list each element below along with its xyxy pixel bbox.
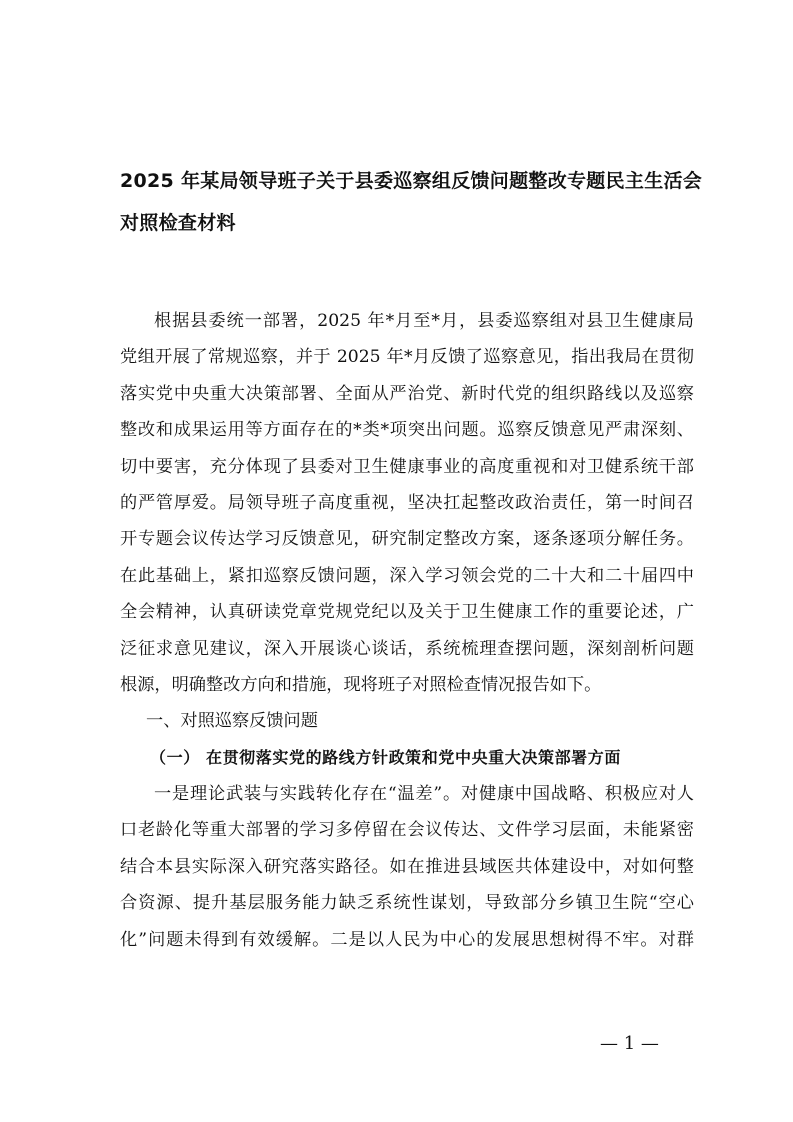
intro-line: 开专题会议传达学习反馈意见，研究制定整改方案，逐条逐项分解任务。 — [120, 529, 694, 550]
paragraph-line: 口老龄化等重大部署的学习多停留在会议传达、文件学习层面，未能紧密 — [120, 820, 694, 841]
document-title — [120, 160, 703, 244]
section-heading-1: 一、对照巡察反馈问题 — [146, 711, 318, 732]
intro-line: 在此基础上，紧扣巡察反馈问题，深入学习领会党的二十大和二十届四中 — [120, 565, 694, 586]
subsection-heading-1: （一） 在贯彻落实党的路线方针政策和党中央重大决策部署方面 — [150, 747, 621, 767]
intro-line: 根据县委统一部署，2025 年*月至*月，县委巡察组对县卫生健康局 — [154, 311, 694, 331]
intro-line: 切中要害，充分体现了县委对卫生健康事业的高度重视和对卫健系统干部 — [120, 456, 694, 477]
intro-line: 的严管厚爱。局领导班子高度重视，坚决扛起整改政治责任，第一时间召 — [120, 492, 694, 513]
paragraph-line: 化”问题未得到有效缓解。二是以人民为中心的发展思想树得不牢。对群 — [120, 929, 694, 950]
paragraph-line: 合资源、提升基层服务能力缺乏系统性谋划，导致部分乡镇卫生院“空心 — [120, 893, 694, 914]
title-line-1: 2025 年某局领导班子关于县委巡察组反馈问题整改专题民主生活会 — [120, 170, 703, 192]
intro-line: 整改和成果运用等方面存在的*类*项突出问题。巡察反馈意见严肃深刻、 — [120, 420, 694, 441]
paragraph-line: 一是理论武装与实践转化存在“温差”。对健康中国战略、积极应对人 — [154, 784, 694, 805]
document-body — [120, 303, 694, 958]
intro-line: 泛征求意见建议，深入开展谈心谈话，系统梳理查摆问题，深刻剖析问题 — [120, 638, 694, 659]
title-line-2: 对照检查材料 — [120, 212, 236, 234]
intro-line: 党组开展了常规巡察，并于 2025 年*月反馈了巡察意见，指出我局在贯彻 — [120, 347, 694, 368]
intro-line: 根源，明确整改方向和措施，现将班子对照检查情况报告如下。 — [120, 674, 602, 695]
page-number: — 1 — — [600, 1033, 659, 1054]
intro-line: 落实党中央重大决策部署、全面从严治党、新时代党的组织路线以及巡察 — [120, 383, 694, 404]
paragraph-line: 结合本县实际深入研究落实路径。如在推进县域医共体建设中，对如何整 — [120, 856, 694, 877]
intro-line: 全会精神，认真研读党章党规党纪以及关于卫生健康工作的重要论述，广 — [120, 602, 694, 623]
